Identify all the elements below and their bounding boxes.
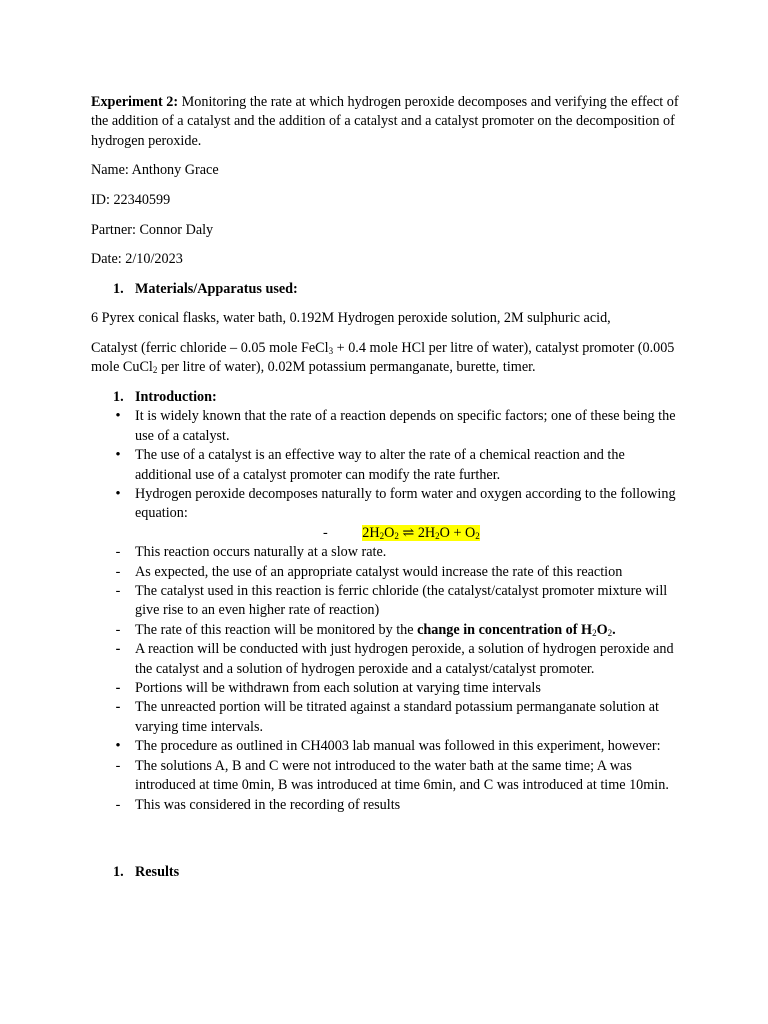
bullet-mark: • (115, 738, 121, 755)
id-line: ID: 22340599 (91, 192, 171, 208)
list-item: - The rate of this reaction will be monitored by the change in concentration of $H_2O_2$. (91, 621, 681, 640)
decomposition-equation: $2H_2O_2$ ⇌ $2H_2O + O_2$ (362, 524, 480, 541)
dash-mark: - (115, 699, 121, 716)
list-item: - This was considered in the recording of results (91, 796, 681, 815)
list-item: - A reaction will be conducted with just hydrogen peroxide, a solution of hydrogen peroxide and the catalyst and a solution of hydrogen peroxide and a catalyst/catalyst promoter. (91, 640, 681, 679)
materials-line-1: 6 Pyrex conical flasks, water bath, 0.192M Hydrogen peroxide solution, 2M sulphuric acid, (91, 310, 611, 327)
results-heading (91, 863, 681, 882)
dash-mark: - (115, 757, 121, 774)
experiment-title-paragraph (91, 93, 681, 151)
list-item: - Portions will be withdrawn from each solution at varying time intervals (91, 679, 681, 698)
bullet-mark: • (115, 408, 121, 425)
list-item: • The procedure as outlined in CH4003 lab manual was followed in this experiment, however: (91, 737, 681, 756)
equation-line (91, 524, 681, 543)
dash-mark: - (115, 796, 121, 813)
list-item: - This reaction occurs naturally at a slow rate. (91, 543, 681, 562)
introduction-number: 1. (113, 388, 124, 405)
introduction-heading (91, 388, 681, 407)
dash-mark: - (115, 621, 121, 638)
name-line: Name: Anthony Grace (91, 162, 219, 179)
materials-line-2: Catalyst (ferric chloride – 0.05 mole FeCl$_3$ + 0.4 mole HCl per litre of water), catalyst promoter (0.005 mole CuCl$_2$ per litre of water), 0.02M potassium permanganate, burette, timer. (91, 339, 675, 376)
date-line: Date: 2/10/2023 (91, 251, 183, 268)
list-item: - The catalyst used in this reaction is ferric chloride (the catalyst/catalyst promoter mixture will give rise to an even higher rate of reaction) (91, 582, 681, 621)
equation-dash: - (323, 524, 328, 541)
results-number: 1. (113, 863, 124, 880)
list-item: - As expected, the use of an appropriate catalyst would increase the rate of this reaction (91, 563, 681, 582)
bullet-mark: • (115, 447, 121, 464)
materials-heading-text: Materials/Apparatus used: (135, 280, 298, 297)
dash-mark: - (115, 583, 121, 600)
experiment-title: Monitoring the rate at which hydrogen peroxide decomposes and verifying the effect of the addition of a catalyst and the addition of a catalyst and a catalyst promoter on the decomposition of hydrogen peroxide. (91, 94, 679, 149)
list-item: • It is widely known that the rate of a reaction depends on specific factors; one of these being the use of a catalyst. (91, 407, 681, 446)
experiment-label: Experiment 2: (91, 94, 179, 110)
results-heading-text: Results (135, 863, 180, 880)
materials-number: 1. (113, 280, 124, 297)
list-item: - The unreacted portion will be titrated against a standard potassium permanganate solution at varying time intervals. (91, 698, 681, 737)
document-body (91, 93, 681, 882)
bullet-mark: • (115, 486, 121, 502)
dash-mark: - (115, 544, 121, 561)
list-item: • The use of a catalyst is an effective way to alter the rate of a chemical reaction and the additional use of a catalyst promoter can modify the rate further. (91, 446, 681, 485)
dash-mark: - (115, 563, 121, 580)
list-item: - The solutions A, B and C were not introduced to the water bath at the same time; A was introduced at time 0min, B was introduced at time 6min, and C was introduced at time 10min. (91, 757, 681, 796)
introduction-heading-text: Introduction: (135, 388, 217, 405)
dash-mark: - (115, 680, 121, 697)
dash-mark: - (115, 641, 121, 658)
materials-heading (91, 280, 681, 299)
list-item: • Hydrogen peroxide decomposes naturally to form water and oxygen according to the following equation: (91, 485, 681, 524)
partner-line: Partner: Connor Daly (91, 221, 214, 238)
